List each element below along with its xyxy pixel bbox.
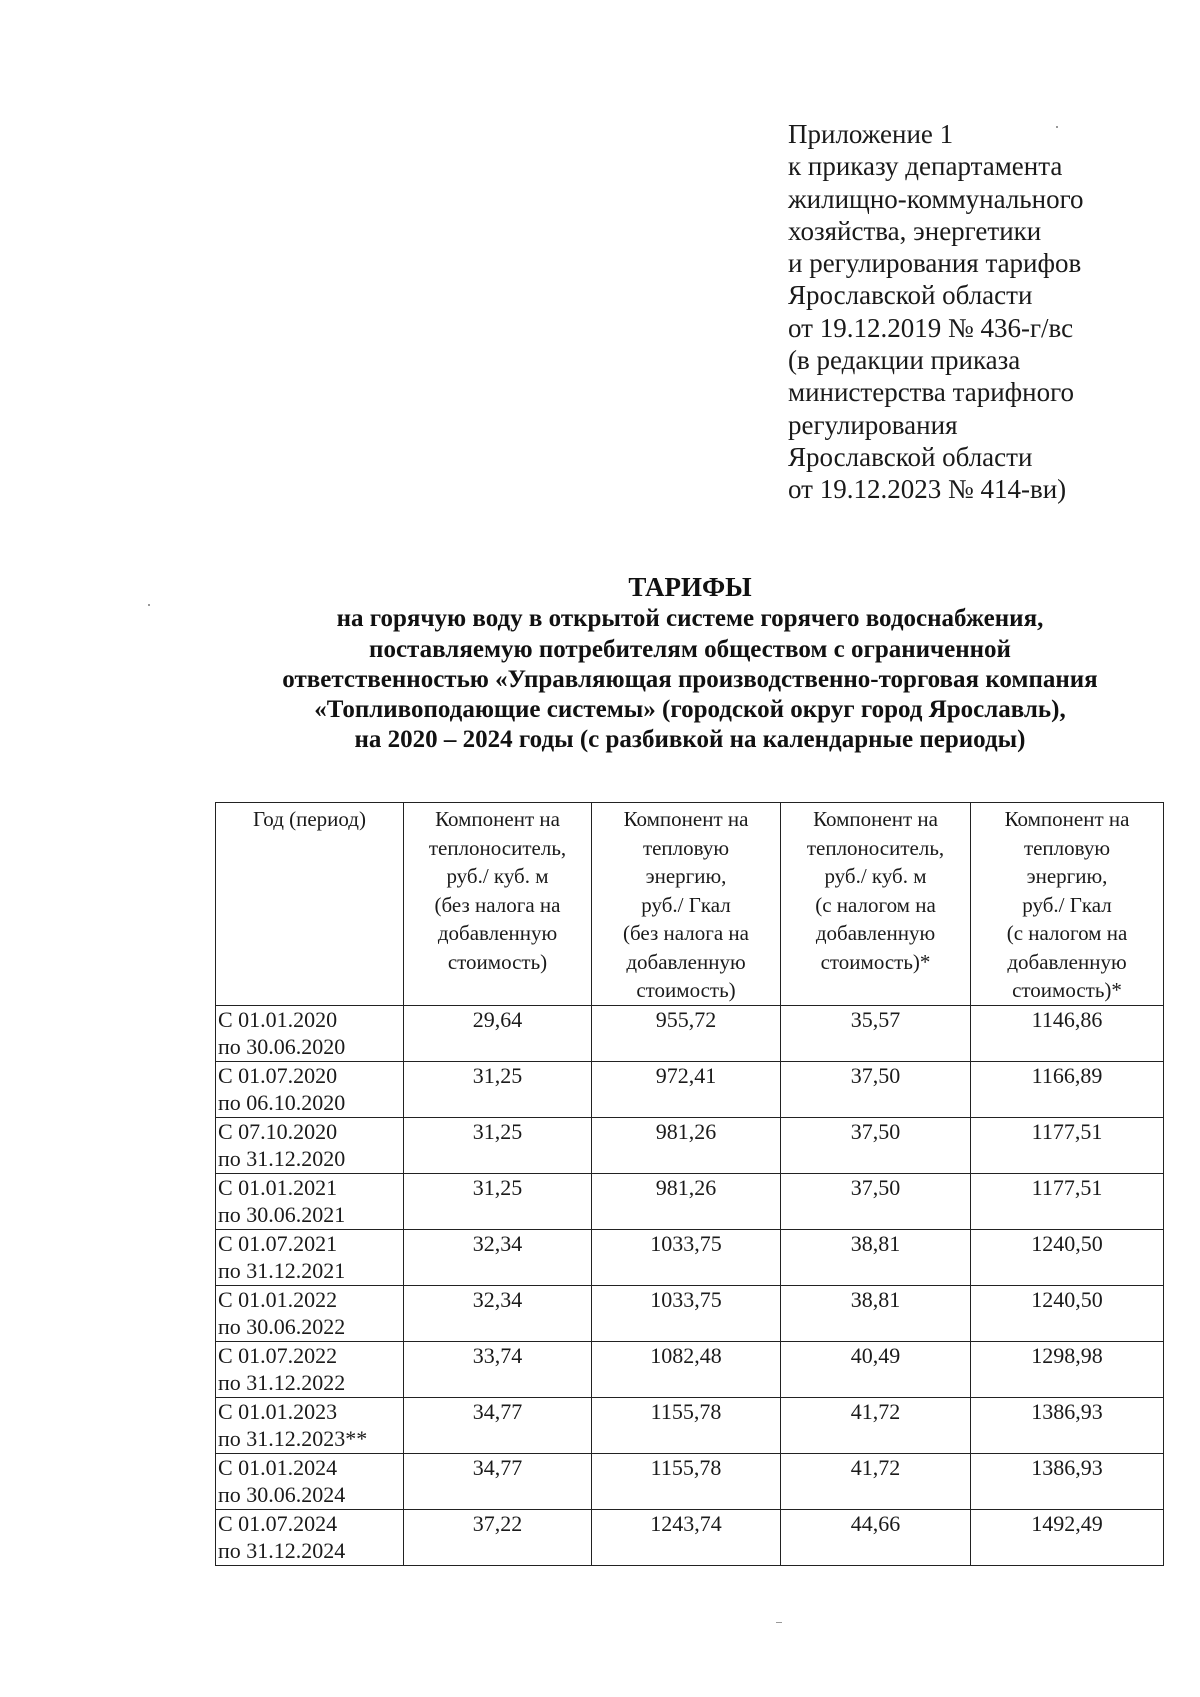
title-line: ответственностью «Управляющая производственно-торговая компания: [282, 665, 1098, 693]
column-header-line: руб./ куб. м: [824, 864, 927, 888]
column-header-line: Компонент на: [623, 807, 749, 831]
period-line: по 31.12.2021: [218, 1258, 346, 1283]
period-line: С 01.01.2021: [218, 1174, 338, 1200]
column-header-line: (с налогом на: [1006, 921, 1128, 945]
value-cell: 1082,48: [592, 1341, 781, 1397]
value-cell: 29,64: [404, 1005, 592, 1061]
period-cell: [216, 1061, 404, 1117]
value-cell: 1240,50: [971, 1285, 1164, 1341]
table-row: [216, 1117, 1164, 1173]
appendix-line: от 19.12.2023 № 414-ви): [788, 474, 1067, 505]
column-header-line: руб./ куб. м: [446, 864, 549, 888]
period-line: по 30.06.2022: [218, 1314, 346, 1339]
title-line: поставляемую потребителям обществом с ограниченной: [369, 635, 1011, 663]
column-header-line: (без налога на: [434, 892, 561, 917]
value-cell: 31,25: [404, 1173, 592, 1229]
period-line: по 30.06.2024: [218, 1482, 346, 1507]
column-header-line: теплоноситель,: [806, 835, 945, 860]
period-line: С 01.01.2020: [218, 1006, 338, 1032]
value-cell: 32,34: [404, 1229, 592, 1285]
appendix-line: регулирования: [788, 409, 958, 440]
column-header-line: Компонент на: [435, 807, 560, 831]
column-header-line: добавленную: [437, 921, 558, 945]
value-cell: 41,72: [781, 1453, 971, 1509]
value-cell: 1492,49: [971, 1509, 1164, 1565]
value-cell: 1240,50: [971, 1229, 1164, 1285]
appendix-line: Ярославской области: [788, 280, 1033, 311]
column-header-line: добавленную: [1007, 949, 1127, 974]
column-header-line: тепловую: [1023, 835, 1111, 860]
value-cell: 35,57: [781, 1005, 971, 1061]
value-cell: 1177,51: [971, 1117, 1164, 1173]
value-cell: 1386,93: [971, 1453, 1164, 1509]
period-cell: [216, 1341, 404, 1397]
period-line: С 01.01.2023: [218, 1398, 338, 1424]
column-header-line: Компонент на: [1004, 807, 1130, 831]
period-cell: [216, 1173, 404, 1229]
value-cell: 1033,75: [592, 1229, 781, 1285]
column-header-line: (с налогом на: [815, 892, 936, 917]
title-heading: ТАРИФЫ: [628, 572, 752, 602]
value-cell: 37,50: [781, 1061, 971, 1117]
period-cell: [216, 1229, 404, 1285]
column-header: [592, 803, 781, 1006]
value-cell: 34,77: [404, 1397, 592, 1453]
table-row: [216, 1341, 1164, 1397]
appendix-line: и регулирования тарифов: [788, 248, 1082, 279]
period-line: С 01.01.2022: [218, 1286, 338, 1312]
value-cell: 44,66: [781, 1509, 971, 1565]
column-header-line: руб./ Гкал: [641, 892, 731, 917]
value-cell: 33,74: [404, 1341, 592, 1397]
value-cell: 34,77: [404, 1453, 592, 1509]
period-line: по 31.12.2022: [218, 1370, 346, 1395]
value-cell: 1166,89: [971, 1061, 1164, 1117]
value-cell: 1155,78: [592, 1453, 781, 1509]
period-line: по 31.12.2024: [218, 1538, 346, 1563]
value-cell: 37,50: [781, 1173, 971, 1229]
period-cell: [216, 1005, 404, 1061]
table-row: [216, 1229, 1164, 1285]
appendix-block: [788, 118, 1168, 506]
period-cell: [216, 1509, 404, 1565]
table-row: [216, 1061, 1164, 1117]
appendix-line: (в редакции приказа: [788, 345, 1021, 376]
appendix-line: Ярославской области: [788, 441, 1033, 472]
period-line: по 30.06.2021: [218, 1202, 346, 1227]
scan-speck: [148, 604, 150, 606]
column-header-line: стоимость): [636, 978, 736, 1002]
tariffs-table: [215, 802, 1164, 1566]
appendix-line: жилищно-коммунального: [788, 183, 1084, 214]
value-cell: 1146,86: [971, 1005, 1164, 1061]
value-cell: 1386,93: [971, 1397, 1164, 1453]
value-cell: 981,26: [592, 1117, 781, 1173]
title-line: «Топливоподающие системы» (городской округ город Ярославль),: [314, 696, 1066, 724]
title-line: на 2020 – 2024 годы (с разбивкой на календарные периоды): [354, 726, 1026, 754]
value-cell: 37,50: [781, 1117, 971, 1173]
value-cell: 41,72: [781, 1397, 971, 1453]
appendix-line: от 19.12.2019 № 436-г/вс: [788, 312, 1074, 343]
period-line: С 01.07.2024: [218, 1510, 338, 1536]
column-header-line: теплоноситель,: [428, 835, 567, 860]
column-header-line: энергию,: [1026, 864, 1108, 888]
column-header-line: Компонент на: [813, 807, 938, 831]
column-header-line: Год (период): [253, 807, 366, 831]
value-cell: 1243,74: [592, 1509, 781, 1565]
value-cell: 38,81: [781, 1285, 971, 1341]
column-header-line: (без налога на: [623, 921, 749, 945]
scan-speck: [776, 1622, 782, 1623]
period-cell: [216, 1285, 404, 1341]
value-cell: 31,25: [404, 1117, 592, 1173]
period-line: С 01.07.2022: [218, 1342, 338, 1368]
table-row: [216, 1397, 1164, 1453]
value-cell: 38,81: [781, 1229, 971, 1285]
table-row: [216, 1173, 1164, 1229]
table-row: [216, 1005, 1164, 1061]
table-row: [216, 1453, 1164, 1509]
value-cell: 1033,75: [592, 1285, 781, 1341]
column-header: [971, 803, 1164, 1006]
period-line: С 01.07.2021: [218, 1230, 338, 1256]
value-cell: 1155,78: [592, 1397, 781, 1453]
column-header: [404, 803, 592, 1006]
period-line: по 31.12.2023**: [218, 1426, 368, 1451]
title-line: на горячую воду в открытой системе горячего водоснабжения,: [336, 605, 1044, 633]
value-cell: 981,26: [592, 1173, 781, 1229]
appendix-line: Приложение 1: [788, 119, 954, 149]
period-cell: [216, 1453, 404, 1509]
appendix-line: министерства тарифного: [788, 377, 1075, 408]
scan-speck: [1056, 126, 1058, 128]
column-header-line: руб./ Гкал: [1022, 892, 1112, 917]
table-header-row: [216, 803, 1164, 1006]
period-line: С 01.07.2020: [218, 1062, 338, 1088]
period-line: по 31.12.2020: [218, 1146, 346, 1171]
column-header: [216, 803, 404, 1006]
period-cell: [216, 1117, 404, 1173]
table-row: [216, 1285, 1164, 1341]
column-header-line: энергию,: [645, 864, 727, 888]
document-title: [140, 572, 1200, 756]
column-header-line: тепловую: [642, 835, 730, 860]
column-header: [781, 803, 971, 1006]
period-line: по 30.06.2020: [218, 1034, 346, 1059]
value-cell: 37,22: [404, 1509, 592, 1565]
table-row: [216, 1509, 1164, 1565]
value-cell: 32,34: [404, 1285, 592, 1341]
period-line: С 01.01.2024: [218, 1454, 338, 1480]
table-body: [216, 1005, 1164, 1565]
column-header-line: добавленную: [815, 921, 936, 945]
period-cell: [216, 1397, 404, 1453]
appendix-line: хозяйства, энергетики: [788, 215, 1042, 246]
appendix-line: к приказу департамента: [788, 151, 1063, 182]
column-header-line: стоимость)*: [1012, 978, 1122, 1002]
column-header-line: стоимость)*: [820, 949, 931, 974]
period-line: С 07.10.2020: [218, 1118, 338, 1144]
value-cell: 1298,98: [971, 1341, 1164, 1397]
value-cell: 972,41: [592, 1061, 781, 1117]
value-cell: 1177,51: [971, 1173, 1164, 1229]
value-cell: 31,25: [404, 1061, 592, 1117]
column-header-line: добавленную: [626, 949, 746, 974]
value-cell: 955,72: [592, 1005, 781, 1061]
value-cell: 40,49: [781, 1341, 971, 1397]
period-line: по 06.10.2020: [218, 1090, 346, 1115]
column-header-line: стоимость): [447, 949, 548, 974]
